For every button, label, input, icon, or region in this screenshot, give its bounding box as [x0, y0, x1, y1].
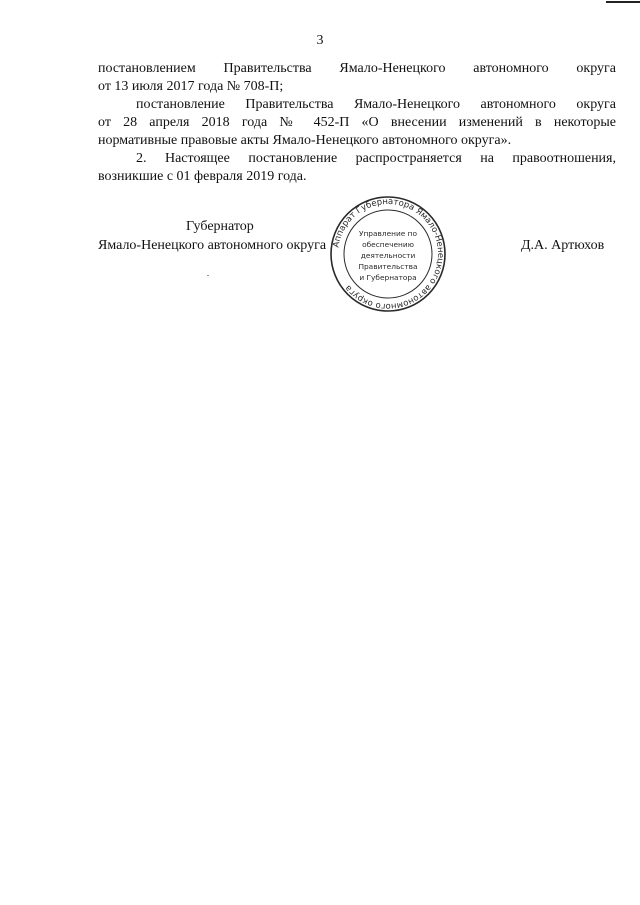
- paragraph-2-line-2: от 28 апреля 2018 года № 452-П «О внесении изменений в некоторые: [98, 115, 616, 130]
- signature-name: Д.А. Артюхов: [521, 238, 605, 253]
- paragraph-1: [98, 60, 616, 96]
- seal-inner-line-3: деятельности: [360, 251, 416, 260]
- seal-outer-text: Аппарат Губернатора Ямало-Ненецкого автономного округа: [331, 196, 446, 312]
- page-number: 3: [316, 33, 324, 48]
- paragraph-2: [98, 96, 616, 150]
- paragraph-2-line-1: постановление Правительства Ямало-Ненецкого автономного округа: [136, 97, 616, 112]
- official-seal-stamp: [329, 194, 447, 314]
- seal-inner-line-5: и Губернатора: [359, 273, 417, 282]
- paragraph-3-line-2: возникшие с 01 февраля 2019 года.: [98, 169, 307, 184]
- paragraph-3-line-1: 2. Настоящее постановление распространяется на правоотношения,: [136, 151, 616, 166]
- signature-region: Ямало-Ненецкого автономного округа: [98, 238, 327, 253]
- seal-inner-line-2: обеспечению: [362, 240, 414, 249]
- paragraph-1-line-1: постановлением Правительства Ямало-Ненецкого автономного округа: [98, 61, 616, 76]
- signature-title: Губернатор: [186, 219, 254, 234]
- seal-inner-line-4: Правительства: [358, 262, 418, 271]
- document-body: [98, 60, 616, 186]
- top-edge-mark: [606, 1, 640, 3]
- paragraph-3: [98, 150, 616, 186]
- seal-inner-line-1: Управление по: [358, 229, 418, 238]
- paragraph-2-line-3: нормативные правовые акты Ямало-Ненецкого автономного округа».: [98, 133, 512, 148]
- paragraph-1-line-2: от 13 июля 2017 года № 708-П;: [98, 79, 284, 94]
- scan-speck: [207, 275, 209, 276]
